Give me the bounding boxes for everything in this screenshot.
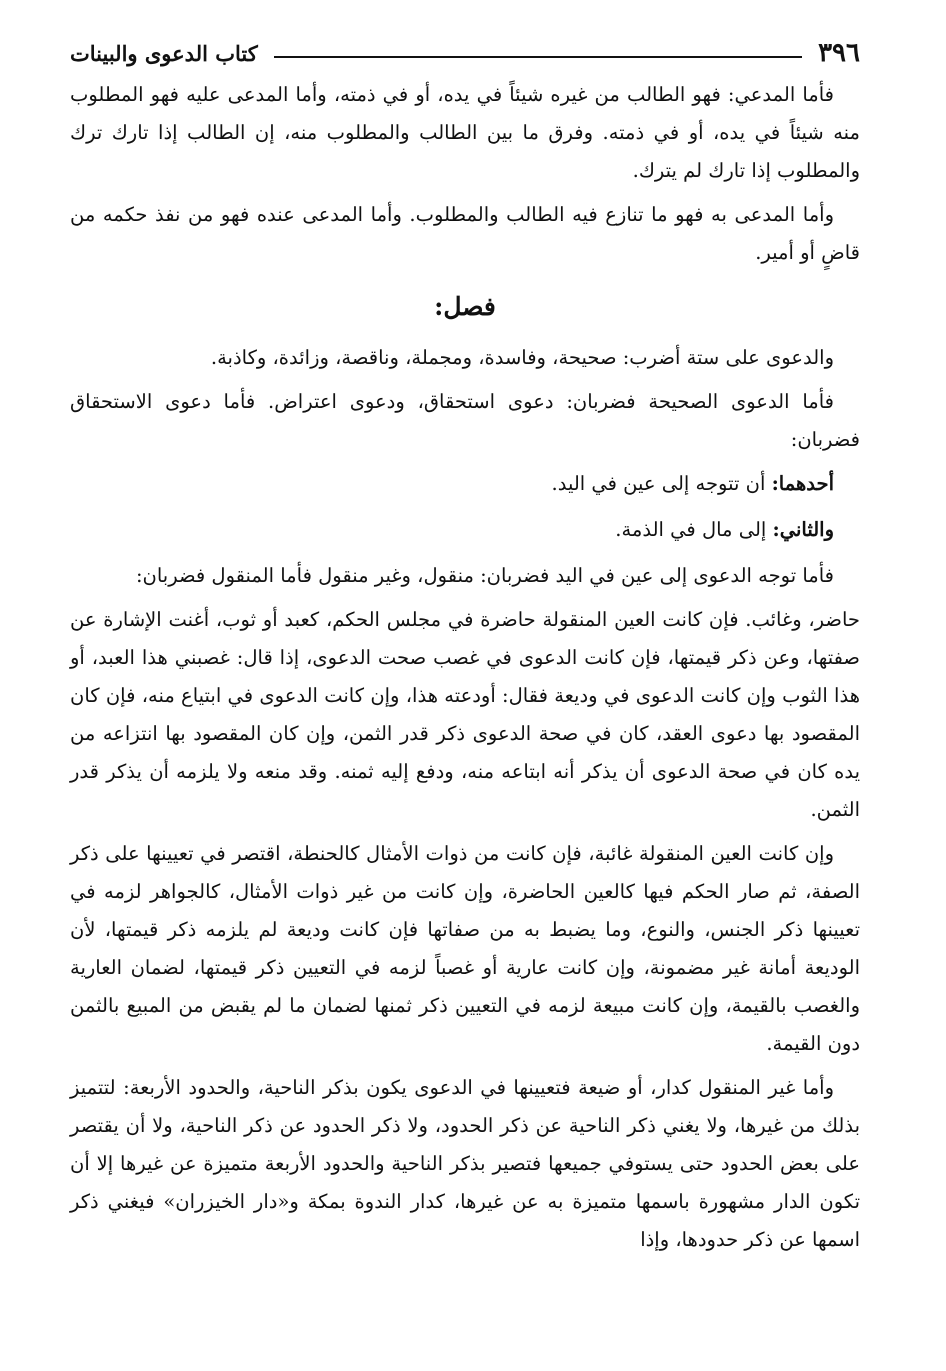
list-item-text: إلى مال في الذمة. [615,518,767,541]
paragraph-immovable: وأما غير المنقول كدار، أو ضيعة فتعيينها في الدعوى يكون بذكر الناحية، والحدود الأربعة: لتتميز بذلك من غيرها، ولا يغني ذكر الناحية عن ذكر الحدود، ولا ذكر الحدود عن ذكر الناحية، ولا أن يقتصر على بعض الحدود حتى يستوفي جميعها فتصير بذكر الناحية والحدود الأربعة متميزة عن غيرها إلا أن تكون الدار مشهورة باسمها متميزة به عن غيرها، كدار الندوة بمكة و«دار الخيزران» فيغني ذكر اسمها عن ذكر حدودها، وإذا [70,1076,860,1251]
paragraph-present-absent: حاضر، وغائب. فإن كانت العين المنقولة حاضرة في مجلس الحكم، كعبد أو ثوب، أغنت الإشارة عن صفتها، وعن ذكر قيمتها، فإن كانت الدعوى في غصب صحت الدعوى، إذا قال: غصبني هذا العبد، أو هذا الثوب وإن كانت الدعوى في وديعة فقال: أودعته هذا، وإن كانت الدعوى في ابتياع منه، فإن كان المقصود بها دعوى العقد، كان في صحة الدعوى ذكر قدر الثمن، وإن كان المقصود بها انتزاعه من يده كان في صحة الدعوى أن يذكر أنه ابتاعه منه، ودفع إليه ثمنه. وقد منعه ولا يلزمه أن يذكر قدر الثمن. [70,608,860,821]
running-title: كتاب الدعوى والبينات [70,40,258,66]
paragraph-kinds-of-claim: والدعوى على ستة أضرب: صحيحة، وفاسدة، ومجملة، وناقصة، وزائدة، وكاذبة. [210,346,834,369]
paragraph-plaintiff: فأما المدعي: فهو الطالب من غيره شيئاً في يده، أو في ذمته، وأما المدعى عليه فهو المطلوب منه شيئاً في يده، أو في ذمته. وفرق ما بين الطالب والمطلوب منه، إن الطالب إذا تارك ترك والمطلوب إذا تارك لم يترك. [70,83,860,182]
paragraph-movable: فأما توجه الدعوى إلى عين في اليد فضربان: منقول، وغير منقول فأما المنقول فضربان: [135,564,834,587]
paragraph-claimed-object: وأما المدعى به فهو ما تنازع فيه الطالب والمطلوب. وأما المدعى عنده فهو من نفذ حكمه من قاضٍ أو أمير. [70,203,860,264]
header-divider [274,56,802,58]
list-item [70,465,860,503]
list-item-text: أن تتوجه إلى عين في اليد. [551,472,766,495]
paragraph-valid-claim: فأما الدعوى الصحيحة فضربان: دعوى استحقاق، ودعوى اعتراض. فأما دعوى الاستحقاق فضربان: [70,390,860,451]
book-page [70,30,860,1265]
page-number: ٣٩٦ [818,38,860,68]
list-item-label: أحدهما: [771,472,834,495]
section-heading: فصل: [434,292,496,321]
page-header [70,30,860,76]
list-item-label: والثاني: [772,518,834,541]
list-item [70,511,860,549]
paragraph-absent-object: وإن كانت العين المنقولة غائبة، فإن كانت من ذوات الأمثال كالحنطة، اقتصر في تعيينها على ذكر الصفة، ثم صار الحكم فيها كالعين الحاضرة، وإن كانت من غير ذوات الأمثال، كالجواهر لزمه في تعيينها ذكر الجنس، والنوع، وما يضبط به من صفاتها فإن كانت وديعة لم يلزمه ذكر قيمتها، لأن الوديعة أمانة غير مضمونة، وإن كانت عارية أو غصباً لزمه في التعيين ذكر قيمتها، لضمان العارية والغصب بالقيمة، وإن كانت مبيعة لزمه في التعيين ذكر ثمنها لضمان ما لم يقبض من المبيع بالثمن دون القيمة. [70,842,860,1055]
